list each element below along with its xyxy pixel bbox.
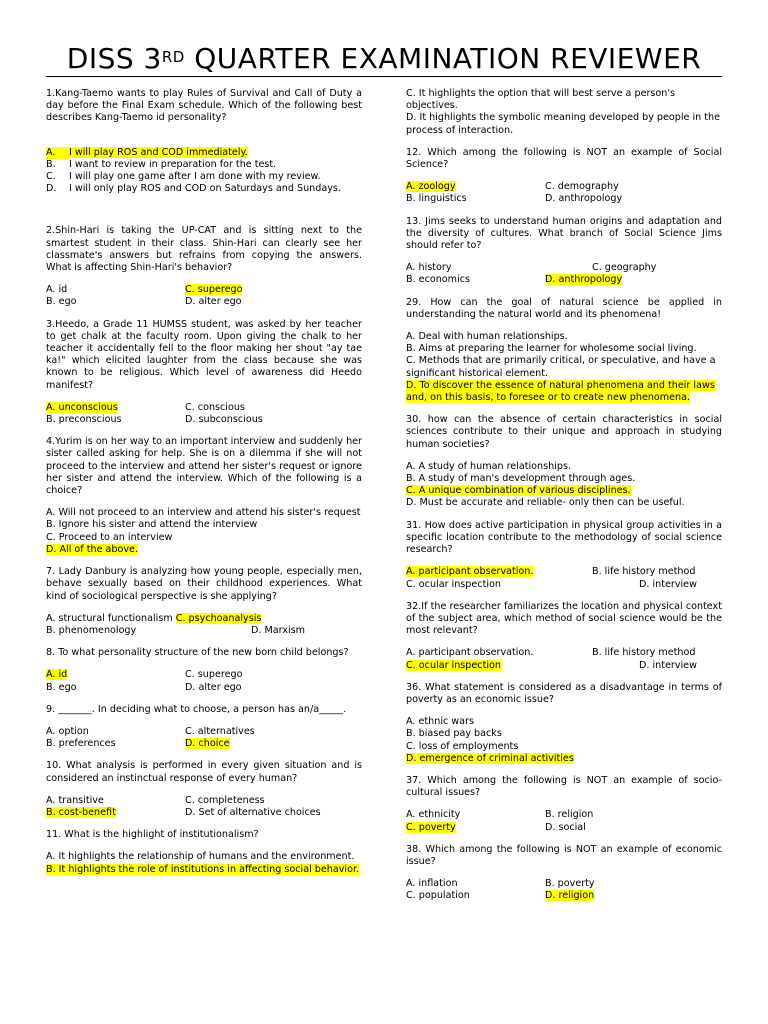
- option: D. It highlights the symbolic meaning developed by people in the process of interaction.: [406, 112, 721, 136]
- option: B. biased pay backs: [406, 728, 502, 740]
- options-row: A. option C. alternatives: [46, 725, 255, 737]
- options-row: C. population D. religion: [406, 890, 595, 902]
- option: B. Ignore his sister and attend the interview: [46, 519, 258, 531]
- option: B. A study of man's development through ages.: [406, 473, 636, 485]
- options-row: A. zoology C. demography: [406, 181, 619, 193]
- question-12: 12. Which among the following is NOT an example of Social Science?: [406, 146, 722, 171]
- options-row: B. preferences D. choice: [46, 738, 230, 750]
- options-row: A. transitive C. completeness: [46, 794, 265, 806]
- option: D. I will only play ROS and COD on Saturdays and Sundays.: [46, 183, 341, 195]
- options-row: A. history C. geography: [406, 262, 657, 274]
- option: D. All of the above.: [46, 543, 138, 555]
- question-2: 2.Shin-Hari is taking the UP-CAT and is sitting next to the smartest student in their class. Shin-Hari can clearly see her classmate's answers but refrains from copying the answers. What is affecting Shin-Hari's behavior?: [46, 225, 362, 274]
- question-11: 11. What is the highlight of institutionalism?: [46, 829, 259, 841]
- options-row: B. ego D. alter ego: [46, 681, 242, 693]
- question-13: 13. Jims seeks to understand human origins and adaptation and the diversity of cultures. What branch of Social Science Jims should refer to?: [406, 215, 722, 252]
- options-row: B. phenomenology D. Marxism: [46, 624, 306, 636]
- page-title: DISS 3RD QUARTER EXAMINATION REVIEWER: [66, 42, 702, 75]
- title-rule: [46, 76, 722, 77]
- option: B. Aims at preparing the learner for wholesome social living.: [406, 343, 697, 355]
- option: D. Must be accurate and reliable- only then can be useful.: [406, 497, 685, 509]
- question-7: 7. Lady Danbury is analyzing how young people, especially men, behave sexually based on their childhood experiences. What kind of sociological perspective is she applying?: [46, 566, 362, 602]
- options-row: A. id C. superego: [46, 669, 243, 681]
- option: C. It highlights the option that will best serve a person's objectives.: [406, 88, 675, 112]
- options-row: B. ego D. alter ego: [46, 296, 242, 308]
- question-3: 3.Heedo, a Grade 11 HUMSS student, was asked by her teacher to get chalk at the faculty room. Upon giving the chalk to her teacher it accidentally fell to the floor making her shout "ay tae ka!" which elicited laughter from the class because she was known to be religious. Which level of awareness did Heedo manifest?: [46, 318, 362, 391]
- right-column: [406, 88, 722, 903]
- option: C. loss of employments: [406, 740, 519, 752]
- question-37: 37. Which among the following is NOT an example of socio-cultural issues?: [406, 774, 722, 799]
- option: C. Proceed to an interview: [46, 531, 173, 543]
- options-row: B. preconscious D. subconscious: [46, 414, 263, 426]
- option: A. Will not proceed to an interview and attend his sister's request: [46, 507, 361, 519]
- options-row: A. inflation B. poverty: [406, 878, 595, 890]
- question-10: 10. What analysis is performed in every given situation and is considered an instinctual response of every human?: [46, 760, 362, 784]
- option: A. Deal with human relationships.: [406, 331, 568, 343]
- options-row: B. cost-benefit D. Set of alternative choices: [46, 806, 321, 818]
- option: D. emergence of criminal activities: [406, 752, 574, 764]
- question-36: 36. What statement is considered as a disadvantage in terms of poverty as an economic issue?: [406, 681, 722, 705]
- options-row: B. linguistics D. anthropology: [406, 193, 623, 205]
- question-1: 1.Kang-Taemo wants to play Rules of Survival and Call of Duty a day before the Final Exam schedule. Which of the following best describes Kang-Taemo id personality?: [46, 88, 362, 124]
- question-31: 31. How does active participation in physical group activities in a specific location contribute to the methodology of social science research?: [406, 519, 722, 556]
- option: C. A unique combination of various disciplines.: [406, 485, 631, 497]
- option: A. ethnic wars: [406, 716, 474, 728]
- question-29: 29. How can the goal of natural science be applied in understanding the natural world and its phenomena!: [406, 296, 722, 320]
- options-row: A. id C. superego: [46, 284, 243, 296]
- options-row: B. economics D. anthropology: [406, 274, 623, 286]
- question-38: 38. Which among the following is NOT an example of economic issue?: [406, 843, 722, 867]
- options-row: A. participant observation. B. life history method: [406, 566, 696, 578]
- option: A. It highlights the relationship of humans and the environment.: [46, 851, 355, 863]
- question-30: 30. how can the absence of certain characteristics in social sciences contribute to their unique and approach in studying human societies?: [406, 414, 722, 450]
- options-row: A. structural functionalism C. psychoanalysis: [46, 612, 262, 624]
- option: A. A study of human relationships.: [406, 460, 572, 472]
- option: D. To discover the essence of natural phenomena and their laws and, on this basis, to foresee or to create new phenomena.: [406, 379, 715, 404]
- option: B. It highlights the role of institutions in affecting social behavior.: [46, 863, 360, 875]
- option: C. Methods that are primarily critical, or speculative, and have a significant historical element.: [406, 355, 716, 379]
- question-9: 9. _______. In deciding what to choose, a person has an/a_____.: [46, 703, 347, 715]
- question-4: 4.Yurim is on her way to an important interview and suddenly her sister called asking for help. She is on a dilemma if she will not proceed to the interview and attend her sister's request or ignore her sister and attend the interview. Which of the following is a choice?: [46, 436, 362, 497]
- option: C. I will play one game after I am done with my review.: [46, 171, 321, 183]
- option: A. I will play ROS and COD immediately.: [46, 146, 248, 158]
- options-row: A. ethnicity B. religion: [406, 809, 594, 821]
- options-row: C. ocular inspection D. interview: [406, 578, 697, 590]
- options-row: C. poverty D. social: [406, 821, 586, 833]
- question-8: 8. To what personality structure of the new born child belongs?: [46, 647, 349, 659]
- options-row: C. ocular inspection D. interview: [406, 659, 697, 671]
- option: B. I want to review in preparation for the test.: [46, 158, 277, 170]
- question-32: 32.If the researcher familiarizes the location and physical context of the subject area, which method of social science would be the most relevant?: [406, 600, 722, 637]
- left-column: [46, 88, 362, 876]
- options-row: A. participant observation. B. life history method: [406, 647, 696, 659]
- options-row: A. unconscious C. conscious: [46, 401, 245, 413]
